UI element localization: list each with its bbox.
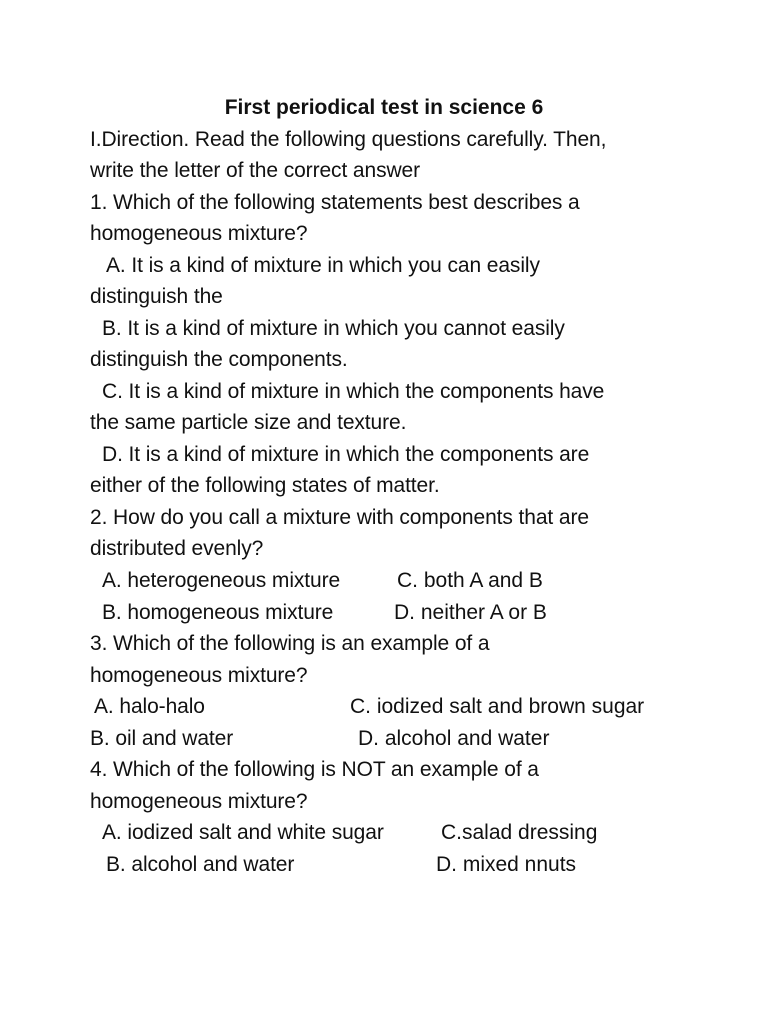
q2-stem-line-2: distributed evenly? — [90, 537, 264, 560]
q1-option-b-line-1: B. It is a kind of mixture in which you cannot easily — [102, 317, 565, 340]
q4-stem-line-1: 4. Which of the following is NOT an example of a — [90, 758, 539, 781]
q1-stem-line-2: homogeneous mixture? — [90, 222, 308, 245]
q1-option-d-line-2: either of the following states of matter. — [90, 474, 440, 497]
q3-option-d: D. alcohol and water — [358, 727, 550, 750]
direction-line-1: I.Direction. Read the following questions carefully. Then, — [90, 128, 607, 151]
q1-option-a-line-1: A. It is a kind of mixture in which you can easily — [106, 254, 540, 277]
q2-option-c: C. both A and B — [397, 569, 543, 592]
q1-stem-line-1: 1. Which of the following statements best describes a — [90, 191, 580, 214]
q3-option-a: A. halo-halo — [94, 695, 205, 718]
q2-stem-line-1: 2. How do you call a mixture with components that are — [90, 506, 589, 529]
q3-option-c: C. iodized salt and brown sugar — [350, 695, 645, 718]
q1-option-d-line-1: D. It is a kind of mixture in which the components are — [102, 443, 590, 466]
q1-option-c-line-2: the same particle size and texture. — [90, 411, 407, 434]
q3-stem-line-1: 3. Which of the following is an example of a — [90, 632, 490, 655]
q4-option-a: A. iodized salt and white sugar — [102, 821, 384, 844]
q1-option-b-line-2: distinguish the components. — [90, 348, 348, 371]
q1-option-a-line-2: distinguish the — [90, 285, 223, 308]
direction-line-2: write the letter of the correct answer — [90, 159, 421, 182]
q4-option-d: D. mixed nnuts — [436, 853, 577, 876]
q1-option-c-line-1: C. It is a kind of mixture in which the components have — [102, 380, 605, 403]
q4-stem-line-2: homogeneous mixture? — [90, 790, 308, 813]
q4-option-c: C.salad dressing — [441, 821, 598, 844]
q4-option-b: B. alcohol and water — [106, 853, 295, 876]
q3-option-b: B. oil and water — [90, 727, 234, 750]
q2-option-d: D. neither A or B — [394, 601, 547, 624]
q2-option-b: B. homogeneous mixture — [102, 601, 334, 624]
q3-stem-line-2: homogeneous mixture? — [90, 664, 308, 687]
q2-option-a: A. heterogeneous mixture — [102, 569, 341, 592]
test-title: First periodical test in science 6 — [224, 96, 544, 119]
